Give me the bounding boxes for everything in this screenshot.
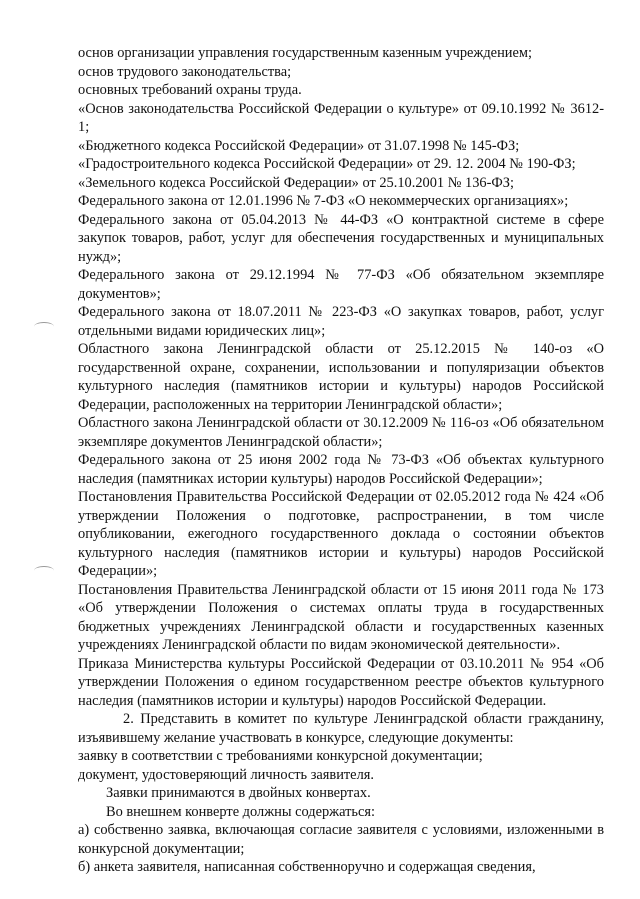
- paragraph: Постановления Правительства Ленинградской области от 15 июня 2011 года № 173 «Об утверждении Положения о системах оплаты труда в государственных бюджетных учреждениях Ленинградской области и государственных казенных учреждениях Ленинградской области по видам экономической деятельности».: [78, 581, 604, 653]
- paragraph: Областного закона Ленинградской области от 30.12.2009 № 116-оз «Об обязательном экземпляре документов Ленинградской области»;: [78, 415, 604, 450]
- paragraph: Федерального закона от 29.12.1994 № 77-ФЗ «Об обязательном экземпляре документов»;: [78, 267, 604, 302]
- paragraph: Областного закона Ленинградской области от 25.12.2015 № 140-оз «О государственной охране, сохранении, использовании и популяризации объектов культурного наследия (памятников истории и культуры) народов Российской Федерации, расположенных на территории Ленинградской области»;: [78, 341, 604, 413]
- paragraph: документ, удостоверяющий личность заявителя.: [78, 766, 374, 783]
- paragraph: Федерального закона от 25 июня 2002 года № 73-ФЗ «Об объектах культурного наследия (памятниках истории культуры) народов Российской Федерации»;: [78, 452, 604, 487]
- paragraph: основ организации управления государственным казенным учреждением;: [78, 45, 532, 61]
- margin-punch-mark: [34, 322, 54, 331]
- paragraph: «Градостроительного кодекса Российской Федерации» от 29. 12. 2004 № 190-ФЗ;: [78, 156, 576, 172]
- paragraph: Приказа Министерства культуры Российской Федерации от 03.10.2011 № 954 «Об утверждении Положения о едином государственном реестре объектов культурного наследия (памятников истории и культуры) народов Российской Федерации.: [78, 655, 604, 709]
- paragraph: а) собственно заявка, включающая согласие заявителя с условиями, изложенными в конкурсной документации;: [78, 822, 604, 857]
- paragraph: Постановления Правительства Российской Федерации от 02.05.2012 года № 424 «Об утверждении Положения о подготовке, распространении, в том числе опубликовании, ежегодного государственного доклада о состоянии объектов культурного наследия (памятников истории и культуры) народов Российской Федерации»;: [78, 489, 604, 579]
- document-body: [78, 44, 604, 877]
- paragraph: 2. Представить в комитет по культуре Ленинградской области гражданину, изъявившему желание участвовать в конкурсе, следующие документы:: [78, 711, 604, 746]
- paragraph: Федерального закона от 05.04.2013 № 44-ФЗ «О контрактной системе в сфере закупок товаров, работ, услуг для обеспечения государственных и муниципальных нужд»;: [78, 211, 604, 265]
- paragraph: основных требований охраны труда.: [78, 82, 302, 98]
- paragraph: Федерального закона от 18.07.2011 № 223-ФЗ «О закупках товаров, работ, услуг отдельными видами юридических лиц»;: [78, 304, 604, 339]
- paragraph: основ трудового законодательства;: [78, 63, 292, 80]
- paragraph: «Земельного кодекса Российской Федерации» от 25.10.2001 № 136-ФЗ;: [78, 174, 514, 191]
- paragraph: б) анкета заявителя, написанная собственноручно и содержащая сведения,: [78, 859, 536, 875]
- paragraph: Во внешнем конверте должны содержаться:: [106, 803, 375, 820]
- paragraph: «Основ законодательства Российской Федерации о культуре» от 09.10.1992 № 3612-1;: [78, 100, 604, 135]
- margin-punch-mark: [34, 566, 54, 575]
- paragraph: Федерального закона от 12.01.1996 № 7-ФЗ «О некоммерческих организациях»;: [78, 193, 569, 209]
- paragraph: «Бюджетного кодекса Российской Федерации» от 31.07.1998 № 145-ФЗ;: [78, 137, 520, 154]
- paragraph: заявку в соответствии с требованиями конкурсной документации;: [78, 748, 483, 764]
- paragraph: Заявки принимаются в двойных конвертах.: [106, 785, 371, 801]
